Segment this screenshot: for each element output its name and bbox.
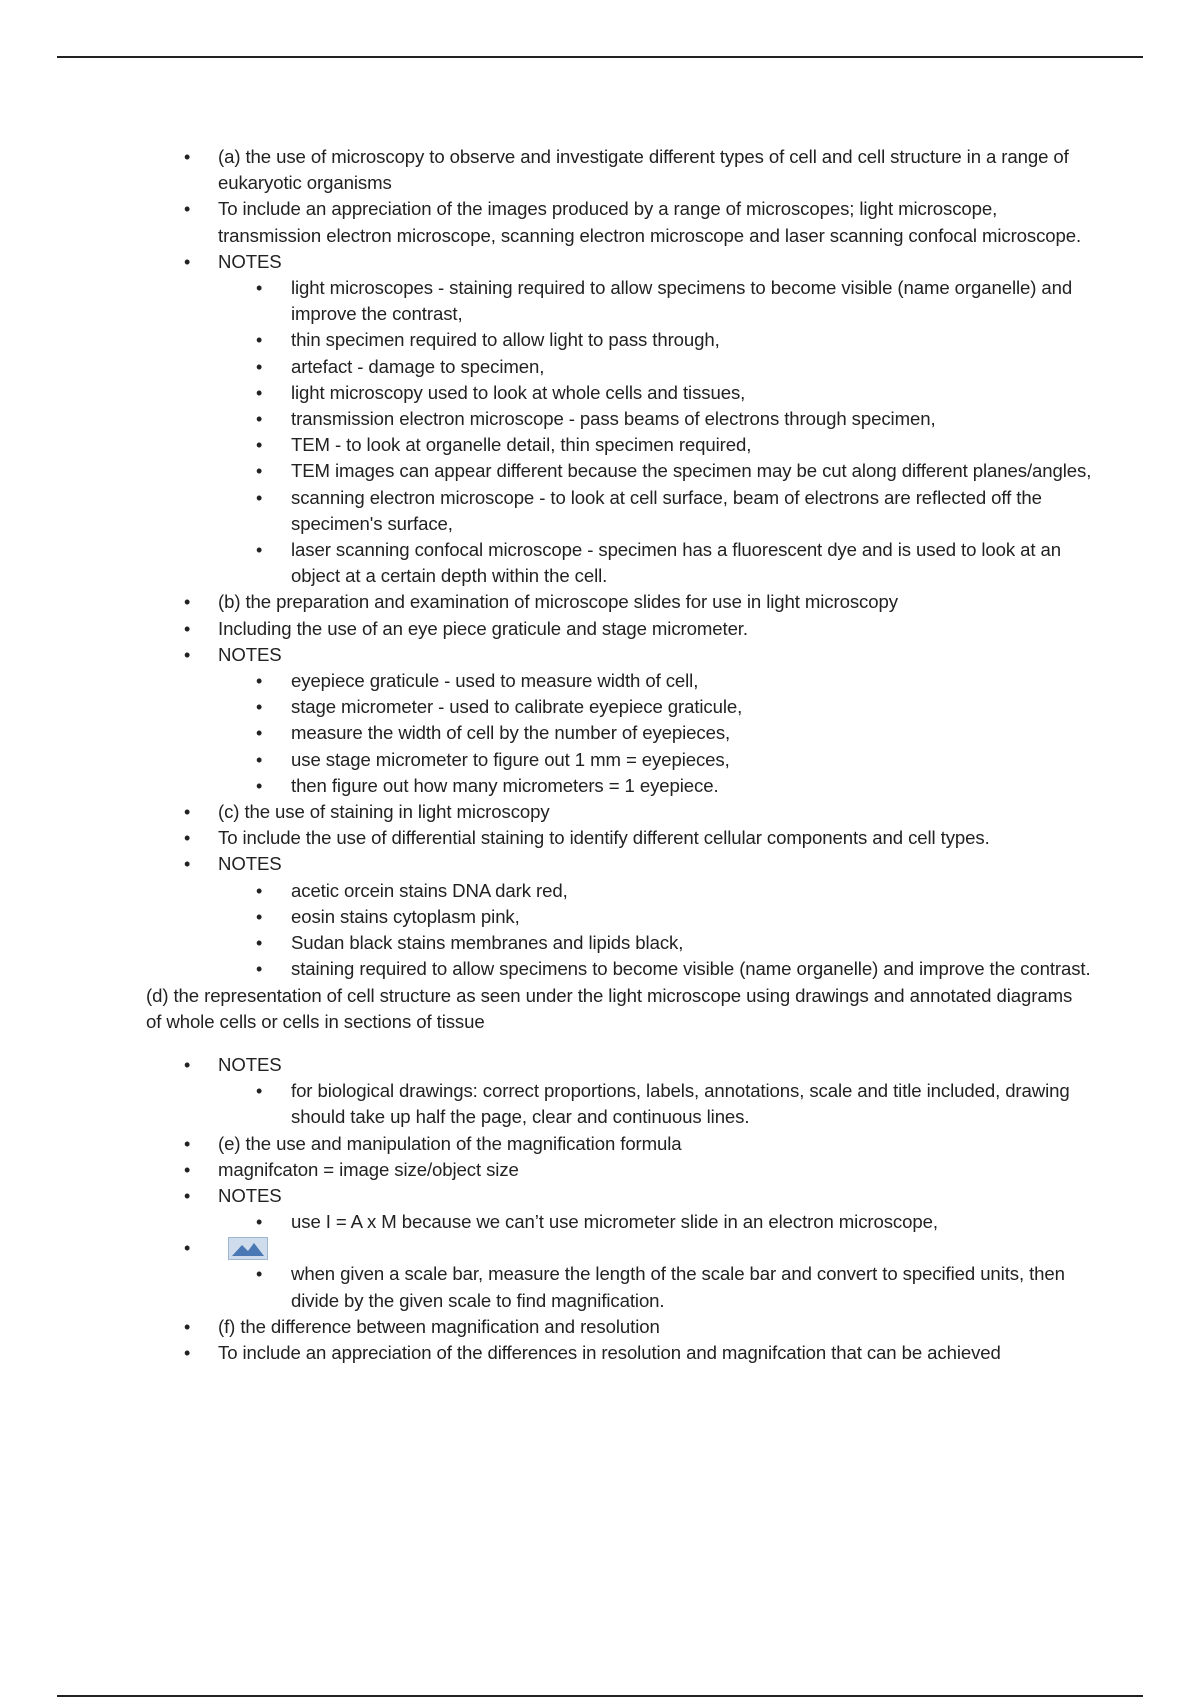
list-item: • magnifcaton = image size/object size [0, 1157, 1200, 1183]
list-item: • Including the use of an eye piece graticule and stage micrometer. [0, 616, 1200, 642]
note-item: • scanning electron microscope - to look at cell surface, beam of electrons are reflected off the specimen's surface, [0, 485, 1200, 537]
section-d-paragraph: (d) the representation of cell structure as seen under the light microscope using drawings and annotated diagrams of whole cells or cells in sections of tissue [146, 984, 1073, 1032]
note-item: • for biological drawings: correct proportions, labels, annotations, scale and title included, drawing should take up half the page, clear and continuous lines. [0, 1078, 1200, 1130]
note-item: • artefact - damage to specimen, [0, 354, 1200, 380]
note-item: • measure the width of cell by the number of eyepieces, [0, 720, 1200, 746]
spacer [0, 1035, 1200, 1052]
notes-heading: • NOTES [0, 851, 1200, 877]
image-list-item [0, 1235, 1200, 1261]
list-item: • (e) the use and manipulation of the magnification formula [0, 1131, 1200, 1157]
section-a-list [0, 144, 1200, 983]
note-item: • thin specimen required to allow light to pass through, [0, 327, 1200, 353]
list-item: • To include an appreciation of the images produced by a range of microscopes; light microscope, transmission electron microscope, scanning electron microscope and laser scanning confocal microscope. [0, 196, 1200, 248]
document-body [0, 144, 1200, 1366]
header-rule [57, 56, 1143, 58]
image-icon [228, 1237, 268, 1260]
note-item: • light microscopy used to look at whole cells and tissues, [0, 380, 1200, 406]
list-item: • To include an appreciation of the differences in resolution and magnifcation that can be achieved [0, 1340, 1200, 1366]
note-item: • use stage micrometer to figure out 1 mm = eyepieces, [0, 747, 1200, 773]
note-item: • TEM images can appear different because the specimen may be cut along different planes/angles, [0, 458, 1200, 484]
list-item: • (c) the use of staining in light microscopy [0, 799, 1200, 825]
note-item: • eyepiece graticule - used to measure width of cell, [0, 668, 1200, 694]
list-item: • (b) the preparation and examination of microscope slides for use in light microscopy [0, 589, 1200, 615]
section-d-f-list [0, 1052, 1200, 1366]
note-item: • then figure out how many micrometers = 1 eyepiece. [0, 773, 1200, 799]
note-item: • acetic orcein stains DNA dark red, [0, 878, 1200, 904]
notes-heading: • NOTES [0, 249, 1200, 275]
note-item: • laser scanning confocal microscope - specimen has a fluorescent dye and is used to look at an object at a certain depth within the cell. [0, 537, 1200, 589]
note-item: • light microscopes - staining required to allow specimens to become visible (name organelle) and improve the contrast, [0, 275, 1200, 327]
note-item: • Sudan black stains membranes and lipids black, [0, 930, 1200, 956]
note-item: • eosin stains cytoplasm pink, [0, 904, 1200, 930]
footer-rule [57, 1695, 1143, 1697]
list-item: • (f) the difference between magnification and resolution [0, 1314, 1200, 1340]
notes-heading: • NOTES [0, 1052, 1200, 1078]
note-item: • TEM - to look at organelle detail, thin specimen required, [0, 432, 1200, 458]
note-item: • stage micrometer - used to calibrate eyepiece graticule, [0, 694, 1200, 720]
note-item: • transmission electron microscope - pass beams of electrons through specimen, [0, 406, 1200, 432]
notes-heading: • NOTES [0, 1183, 1200, 1209]
note-item: • staining required to allow specimens to become visible (name organelle) and improve the contrast. [0, 956, 1200, 982]
note-item: • when given a scale bar, measure the length of the scale bar and convert to specified units, then divide by the given scale to find magnification. [0, 1261, 1200, 1313]
note-item: • use I = A x M because we can’t use micrometer slide in an electron microscope, [0, 1209, 1200, 1235]
notes-heading: • NOTES [0, 642, 1200, 668]
list-item: • (a) the use of microscopy to observe and investigate different types of cell and cell structure in a range of eukaryotic organisms [0, 144, 1200, 196]
list-item: • To include the use of differential staining to identify different cellular components and cell types. [0, 825, 1200, 851]
